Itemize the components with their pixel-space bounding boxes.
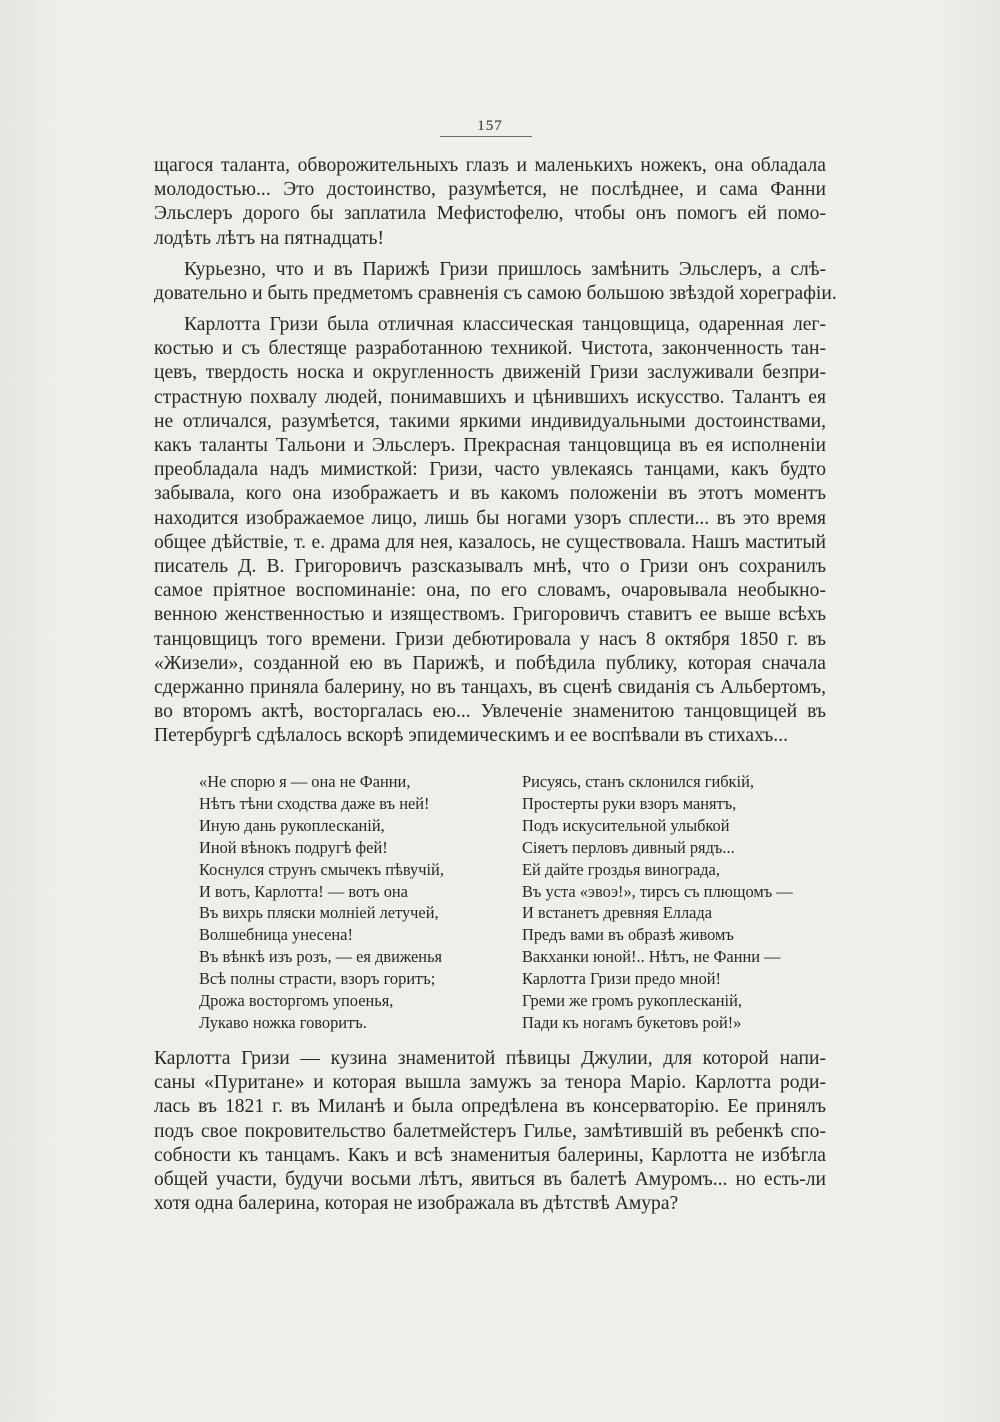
poem-verse: И встанетъ древняя Еллада [522,903,713,923]
text-line: Петербургѣ сдѣлалось вскорѣ эпидемическимъ и ее воспѣвали въ стихахъ... [154,725,789,747]
text-line: хотя одна балерина, которая не изображала въ дѣтствѣ Амура? [154,1193,679,1215]
poem-verse: Пади къ ногамъ букетовъ рой!» [522,1012,742,1032]
poem-verse: Предъ вами въ образѣ живомъ [522,925,734,945]
poem-verse: Нѣтъ тѣни сходства даже въ ней! [199,793,430,813]
poem-verse: Рисуясь, станъ склонился гибкій, [522,772,754,791]
text-line: не отличался, разумѣется, такими яркими индивидуальными достоинствами, [154,410,826,432]
poem-verse: Лукаво ножка говоритъ. [199,1012,367,1032]
text-line: подъ свое покровительство балетмейстеръ Гилье, замѣтившій въ ребенкѣ спо- [154,1120,826,1142]
poem-left-column [199,771,444,1034]
poem-verse: Вакханки юной!.. Нѣтъ, не Фанни — [522,947,781,967]
text-line: Эльслеръ дорого бы заплатила Мефистофелю, чтобы онъ помогъ ей помо- [154,203,826,225]
poem-verse: Ей дайте гроздья винограда, [522,859,720,879]
text-line: молодостью... Это достоинство, разумѣется, не послѣднее, и сама Фанни [154,179,826,201]
text-line: общей участи, будучи восьми лѣтъ, явиться въ балетѣ Амуромъ... но есть-ли [154,1169,826,1191]
poem-verse: Всѣ полны страсти, взоръ горитъ; [199,969,436,989]
text-line: Курьезно, что и въ Парижѣ Гризи пришлось замѣнить Эльслеръ, а слѣ- [184,259,826,280]
poem-verse: Подъ искусительной улыбкой [522,815,730,835]
text-line: венною женственностью и изяществомъ. Григоровичъ ставитъ ее выше всѣхъ [154,604,826,626]
poem-verse: Иную дань рукоплесканій, [199,815,385,835]
poem-verse: Въ вихрь пляски молніей летучей, [199,903,439,923]
text-line: собности къ танцамъ. Какъ и всѣ знаменитыя балерины, Карлотта не избѣгла [154,1144,826,1166]
page-number: 157 [477,118,503,134]
text-line: лодѣть лѣтъ на пятнадцать! [154,227,385,249]
poem-verse: «Не спорю я — она не Фанни, [199,772,411,791]
paragraph-4 [154,1047,826,1216]
text-line: самое пріятное воспоминаніе: она, по его словамъ, очаровывала необыкно- [154,580,826,602]
text-line: Карлотта Гризи — кузина знаменитой пѣвицы Джулии, для которой напи- [154,1048,826,1069]
text-line: страстную похвалу людей, понимавшихъ и цѣнившихъ искусство. Талантъ ея [154,386,826,408]
text-line: сдержанно приняла балерину, но въ танцахъ, въ сценѣ свиданія съ Альбертомъ, [154,677,826,699]
poem-verse: Греми же громъ рукоплесканій, [522,991,742,1011]
poem-verse: Въ уста «эвоэ!», тирсъ съ плющомъ — [522,881,793,901]
poem-verse: Сіяетъ перловъ дивный рядъ... [522,837,735,857]
page-number-rule [440,136,532,137]
poem-verse: Карлотта Гризи предо мной! [522,969,722,989]
text-line: довательно и быть предметомъ сравненія съ самою большою звѣздой хореграфіи. [154,283,837,305]
text-line: костью и съ блестяще разработанною техникой. Чистота, законченность тан- [154,338,826,360]
text-line: танцовщицъ того времени. Гризи дебютировала у насъ 8 октября 1850 г. въ [154,628,826,650]
text-line: во второмъ актѣ, восторгалась ею... Увлеченіе знаменитою танцовщицей въ [154,701,826,723]
text-line: какъ таланты Тальони и Эльслеръ. Прекрасная танцовщица въ ея исполненіи [154,435,826,457]
paragraph-1 [154,154,826,251]
poem-verse: И вотъ, Карлотта! — вотъ она [199,881,408,901]
text-line: лась въ 1821 г. въ Миланѣ и была опредѣлена въ консерваторію. Ее принялъ [154,1096,826,1118]
text-line: забывала, кого она изображаетъ и въ какомъ положеніи въ этотъ моментъ [154,483,826,505]
text-line: находится изображаемое лицо, лишь бы ногами узоръ сплести... въ это время [154,507,826,529]
poem-verse: Коснулся струнъ смычекъ пѣвучій, [199,859,444,879]
poem-verse: Въ вѣнкѣ изъ розъ, — ея движенья [199,947,443,967]
poem-right-column [522,771,793,1034]
poem-verse: Простерты руки взоръ манятъ, [522,793,737,813]
text-line: общее дѣйствіе, т. е. драма для нея, казалось, не существовала. Нашъ маститый [154,531,826,553]
poem-verse: Иной вѣнокъ подругѣ фей! [199,837,388,857]
text-line: щагося таланта, обворожительныхъ глазъ и маленькихъ ножекъ, она обладала [154,155,826,176]
text-line: «Жизели», созданной ею въ Парижѣ, и побѣдила публику, которая сначала [154,652,826,674]
paragraph-2 [154,258,837,306]
text-line: писатель Д. В. Григоровичъ разсказывалъ мнѣ, что о Гризи онъ сохранилъ [154,556,826,578]
text-line: саны «Пуритане» и которая вышла замужъ за тенора Маріо. Карлотта роди- [154,1072,826,1094]
poem-verse: Волшебница унесена! [199,925,353,945]
text-line: преобладала надъ мимисткой: Гризи, часто увлекаясь танцами, какъ будто [154,459,826,481]
text-line: Карлотта Гризи была отличная классическая танцовщица, одаренная лег- [184,314,826,335]
paragraph-3 [154,313,826,749]
text-line: цевъ, твердость носка и округленность движеній Гризи заслуживали безпри- [154,362,826,384]
poem-verse: Дрожа восторгомъ упоенья, [199,991,394,1011]
